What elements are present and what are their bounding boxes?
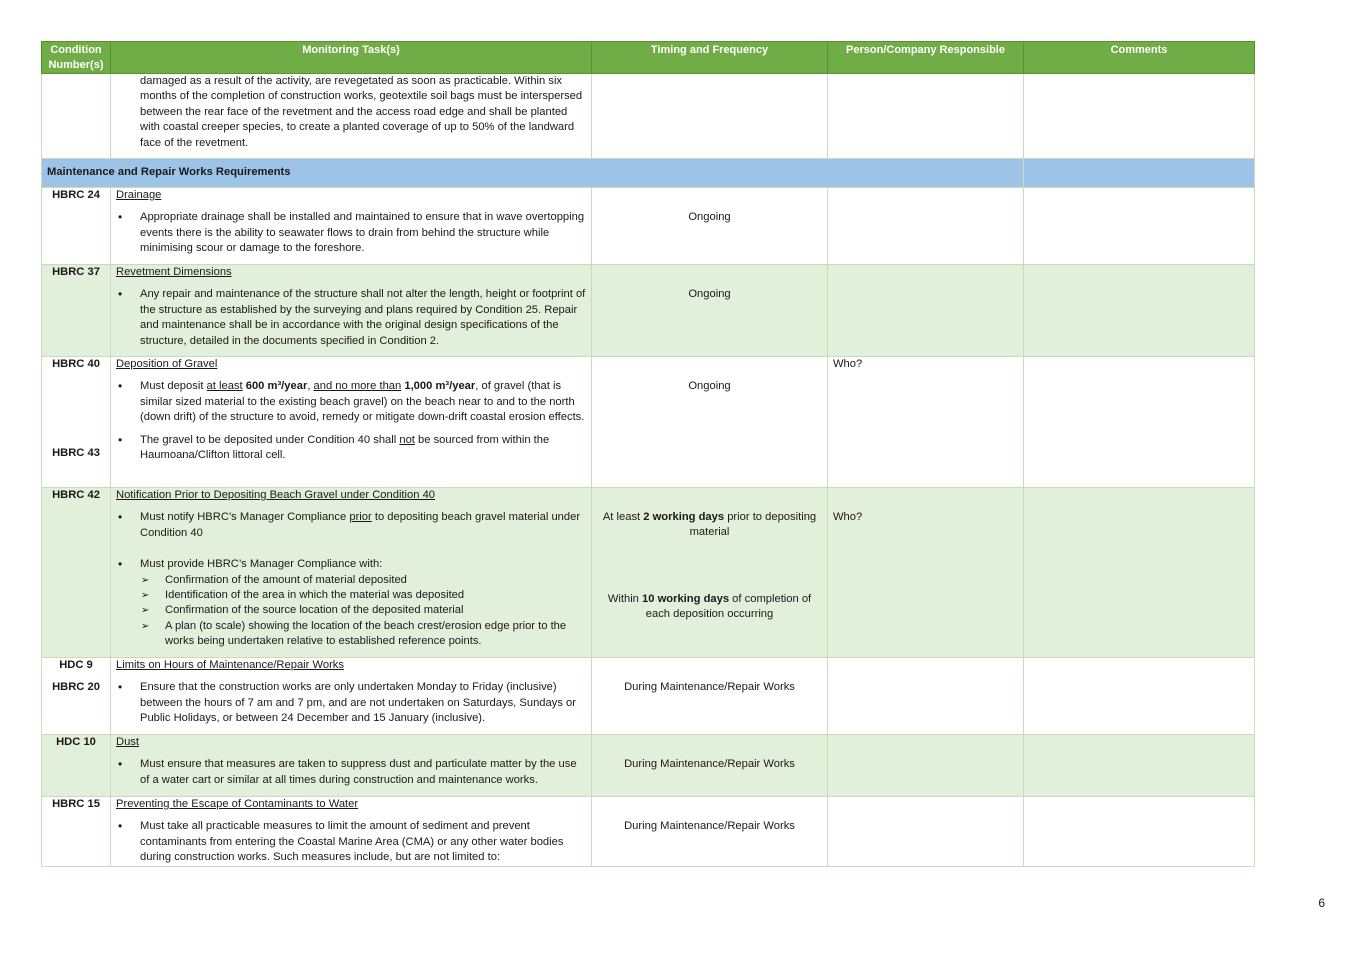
- task-bullet: • Must provide HBRC’s Manager Compliance with:: [116, 557, 586, 572]
- section-title: Maintenance and Repair Works Requirements: [42, 159, 1024, 188]
- bullet-text: to depositing beach gravel material under Condition 40: [140, 511, 581, 539]
- continuation-text: damaged as a result of the activity, are revegetated as soon as practicable. Within six months of the completion of construction works, geotextile soil bags must be interspersed between the rear face of the revetment and the access road edge and shall be planted with coastal creeper species, to create a planted coverage of up to 50% of the landward face of the revetment.: [140, 75, 583, 149]
- person-cell: [828, 735, 1024, 797]
- task-bullet: • Ensure that the construction works are only undertaken Monday to Friday (inclusive) between the hours of 7 am and 7 pm, and are not undertaken on Saturdays, Sundays or Public Holidays, or between 24 December and 15 January (inclusive).: [116, 680, 586, 726]
- task-cell: [111, 265, 592, 357]
- person-text: Who?: [833, 358, 863, 370]
- person-text: Who?: [833, 511, 863, 523]
- sub-item: ➢ A plan (to scale) showing the location of the beach crest/erosion edge prior to the works being undertaken relative to established reference points.: [116, 619, 586, 650]
- timing-text: [597, 592, 822, 623]
- timing-part: At least: [602, 511, 644, 523]
- timing-cell: [592, 265, 828, 357]
- comments-cell: [1024, 74, 1255, 159]
- condition-number: [42, 357, 111, 488]
- condition-number-primary: HDC 9: [59, 659, 93, 671]
- bullet-underline: and no more than: [313, 380, 402, 393]
- person-cell: [828, 188, 1024, 265]
- col-header-timing: Timing and Frequency: [592, 42, 828, 74]
- bullet-text: The gravel to be deposited under Condition 40 shall: [140, 433, 400, 446]
- task-cell: [111, 658, 592, 735]
- timing-text: Ongoing: [688, 288, 731, 300]
- condition-number: [42, 658, 111, 735]
- table-row: [42, 658, 1255, 735]
- task-bullet: • Must ensure that measures are taken to suppress dust and particulate matter by the use of a water cart or similar at all times during construction and maintenance works.: [116, 757, 586, 788]
- col-header-condition: Condition Number(s): [42, 42, 111, 74]
- task-heading: Dust: [116, 736, 140, 748]
- col-header-comments: Comments: [1024, 42, 1255, 74]
- timing-cell: [592, 488, 828, 658]
- condition-number: HDC 10: [42, 735, 111, 797]
- section-comments-cell: [1024, 159, 1255, 188]
- task-bullet: [116, 379, 586, 425]
- task-heading: Drainage: [116, 189, 162, 201]
- task-bullet: • Must take all practicable measures to limit the amount of sediment and prevent contaminants from entering the Coastal Marine Area (CMA) or any other water bodies during construction works. Such measures include, but are not limited to:: [116, 819, 586, 865]
- task-heading: Deposition of Gravel: [116, 358, 218, 370]
- timing-part: Within: [607, 592, 643, 605]
- timing-cell: [592, 735, 828, 797]
- comments-cell: [1024, 188, 1255, 265]
- person-cell: [828, 265, 1024, 357]
- table-row: [42, 797, 1255, 867]
- timing-part: prior to depositing material: [689, 511, 817, 539]
- comments-cell: [1024, 265, 1255, 357]
- task-bullet: • Any repair and maintenance of the structure shall not alter the length, height or footprint of the structure as established by the surveying and plans required by Condition 25. Repair and maintenance shall be in accordance with the original design specifications of the structure, detailed in the documents specified in Condition 2.: [116, 287, 586, 349]
- timing-cell: [592, 188, 828, 265]
- task-bullet: [116, 433, 586, 464]
- timing-cell: [592, 658, 828, 735]
- task-heading: Preventing the Escape of Contaminants to Water: [116, 798, 359, 810]
- bullet-underline: not: [399, 433, 415, 446]
- bullet-text: Must deposit: [140, 380, 207, 393]
- timing-cell: [592, 797, 828, 867]
- sub-item: ➢ Confirmation of the amount of material deposited: [116, 573, 586, 588]
- timing-cell: [592, 74, 828, 159]
- timing-bold: 2 working days: [643, 511, 725, 523]
- table-row: [42, 74, 1255, 159]
- condition-cell: [42, 74, 111, 159]
- bullet-underline: prior: [349, 511, 372, 524]
- bullet-text: be sourced from within the Haumoana/Clifton littoral cell.: [140, 433, 550, 462]
- task-cell: [111, 735, 592, 797]
- condition-number-secondary: HBRC 20: [52, 681, 100, 694]
- comments-cell: [1024, 488, 1255, 658]
- bullet-bold: 600 m³/year: [245, 380, 308, 393]
- comments-cell: [1024, 797, 1255, 867]
- comments-cell: [1024, 357, 1255, 488]
- condition-number-secondary: HBRC 43: [52, 447, 100, 460]
- person-cell: [828, 357, 1024, 488]
- person-cell: [828, 74, 1024, 159]
- task-heading: Revetment Dimensions: [116, 266, 232, 278]
- person-cell: [828, 658, 1024, 735]
- condition-number-primary: HBRC 40: [52, 358, 100, 370]
- sub-item: ➢ Confirmation of the source location of the deposited material: [116, 603, 586, 618]
- task-bullet: [116, 510, 586, 541]
- bullet-text: , of gravel (that is similar sized material to the existing beach gravel) on the beach near to and to the north (down drift) of the structure to avoid, remedy or mitigate down-drift coastal erosion effects.: [140, 380, 585, 424]
- timing-text: Ongoing: [688, 380, 731, 392]
- task-bullet: • Appropriate drainage shall be installed and maintained to ensure that in wave overtopping events there is the ability to seawater flows to drain from behind the structure while minimising scour or damage to the foreshore.: [116, 210, 586, 256]
- bullet-underline: at least: [206, 380, 243, 393]
- table-row: [42, 265, 1255, 357]
- task-cell: [111, 488, 592, 658]
- task-cell: [111, 188, 592, 265]
- timing-bold: 10 working days: [642, 592, 730, 605]
- page-number: 6: [1318, 896, 1325, 910]
- timing-text: During Maintenance/Repair Works: [624, 758, 795, 770]
- section-row: [42, 159, 1255, 188]
- bullet-text: Must notify HBRC’s Manager Compliance: [140, 511, 350, 524]
- table-row: [42, 357, 1255, 488]
- col-header-task: Monitoring Task(s): [111, 42, 592, 74]
- comments-cell: [1024, 658, 1255, 735]
- table-row: [42, 188, 1255, 265]
- task-cell: [111, 357, 592, 488]
- condition-number: HBRC 42: [42, 488, 111, 658]
- bullet-text: ,: [307, 380, 314, 393]
- table-header-row: [42, 42, 1255, 74]
- person-cell: [828, 797, 1024, 867]
- person-cell: [828, 488, 1024, 658]
- condition-number: HBRC 37: [42, 265, 111, 357]
- timing-text: During Maintenance/Repair Works: [624, 820, 795, 832]
- timing-cell: [592, 357, 828, 488]
- table-row: [42, 488, 1255, 658]
- monitoring-table: [41, 41, 1255, 867]
- task-cell: [111, 74, 592, 159]
- table-row: [42, 735, 1255, 797]
- comments-cell: [1024, 735, 1255, 797]
- spacer: [116, 541, 586, 557]
- timing-text: [597, 510, 822, 541]
- task-cell: [111, 797, 592, 867]
- col-header-person: Person/Company Responsible: [828, 42, 1024, 74]
- timing-text: During Maintenance/Repair Works: [624, 681, 795, 693]
- timing-text: Ongoing: [688, 211, 731, 223]
- task-heading: Limits on Hours of Maintenance/Repair Works: [116, 659, 344, 671]
- timing-part: of completion of each deposition occurring: [645, 592, 812, 621]
- task-heading: Notification Prior to Depositing Beach Gravel under Condition 40: [116, 489, 436, 501]
- bullet-bold: 1,000 m³/year: [404, 380, 476, 393]
- condition-number: HBRC 24: [42, 188, 111, 265]
- sub-item: ➢ Identification of the area in which the material was deposited: [116, 588, 586, 603]
- condition-number: HBRC 15: [42, 797, 111, 867]
